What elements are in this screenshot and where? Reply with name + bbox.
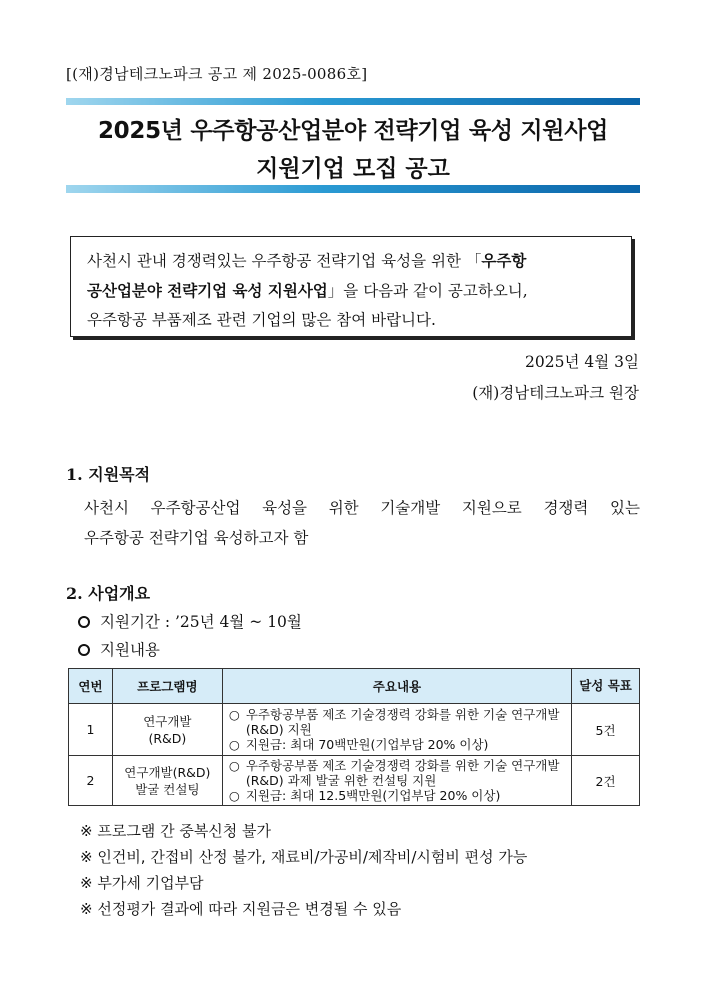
note-item: ※ 인건비, 간접비 산정 불가, 재료비/가공비/제작비/시험비 편성 가능 (80, 848, 528, 866)
cell-content (222, 704, 571, 756)
support-period-text: 지원기간 : ’25년 4월 ~ 10월 (100, 613, 302, 631)
page-title: 2025년 우주항공산업분야 전략기업 육성 지원사업 (97, 118, 609, 144)
content-item (229, 737, 565, 752)
content-item-text: 우주항공부품 제조 기술경쟁력 강화를 위한 기술 연구개발(R&D) 과제 발굴 위한 컨설팅 지원 (245, 758, 560, 788)
section-1-text-line-1: 사천시 우주항공산업 육성을 위한 기술개발 지원으로 경쟁력 있는 (84, 499, 640, 517)
cell-no: 1 (69, 704, 113, 756)
content-item-text: 지원금: 최대 70백만원(기업부담 20% 이상) (245, 737, 489, 752)
content-item (229, 758, 565, 788)
table-row (69, 756, 640, 806)
cell-program: 연구개발(R&D) 발굴 컨설팅 (112, 756, 222, 806)
circle-bullet-icon: ○ (228, 707, 240, 722)
circle-bullet-icon (78, 644, 90, 656)
note-item: ※ 프로그램 간 중복신청 불가 (80, 822, 272, 840)
cell-target: 2건 (572, 756, 640, 806)
circle-bullet-icon: ○ (228, 758, 240, 773)
notice-number: [(재)경남테크노파크 공고 제 2025-0086호] (66, 65, 368, 83)
note-item: ※ 부가세 기업부담 (80, 874, 204, 892)
intro-line-2 (87, 276, 619, 306)
intro-emphasis: 공산업분야 전략기업 육성 지원사업 (87, 281, 328, 300)
intro-text: 사천시 관내 경쟁력있는 우주항공 전략기업 육성을 위한 「 (87, 252, 482, 270)
title-bar-bottom (66, 185, 640, 193)
note-item: ※ 선정평가 결과에 따라 지원금은 변경될 수 있음 (80, 900, 402, 918)
page-subtitle: 지원기업 모집 공고 (256, 156, 450, 182)
title-bar-top (66, 98, 640, 105)
content-item (229, 788, 565, 803)
circle-bullet-icon: ○ (228, 788, 240, 803)
content-item (229, 707, 565, 737)
content-item-text: 지원금: 최대 12.5백만원(기업부담 20% 이상) (245, 788, 501, 803)
program-table (68, 668, 640, 806)
circle-bullet-icon: ○ (228, 737, 240, 752)
section-1-heading: 1. 지원목적 (66, 465, 151, 484)
intro-line-3: 우주항공 부품제조 관련 기업의 많은 참여 바랍니다. (87, 311, 436, 329)
intro-line-1 (87, 246, 619, 276)
content-item-text: 우주항공부품 제조 기술경쟁력 강화를 위한 기술 연구개발(R&D) 지원 (245, 707, 560, 737)
col-header-content: 주요내용 (222, 669, 571, 704)
col-header-target (572, 669, 640, 704)
notes-list (80, 818, 527, 922)
notice-date: 2025년 4월 3일 (525, 353, 639, 371)
table-row (69, 704, 640, 756)
cell-target: 5건 (572, 704, 640, 756)
section-2-heading: 2. 사업개요 (66, 584, 151, 603)
intro-text: 」을 다음과 같이 공고하오니, (327, 282, 528, 300)
circle-bullet-icon (78, 616, 90, 628)
col-header-target-text: 달성 목표 (579, 678, 632, 693)
cell-no: 2 (69, 756, 113, 806)
issuing-organization: (재)경남테크노파크 원장 (472, 384, 639, 402)
cell-content (222, 756, 571, 806)
intro-emphasis: 우주항 (481, 251, 527, 270)
col-header-program: 프로그램명 (112, 669, 222, 704)
support-period (78, 610, 302, 632)
table-header-row (69, 669, 640, 704)
cell-program: 연구개발 (R&D) (112, 704, 222, 756)
section-1-text-line-2: 우주항공 전략기업 육성하고자 함 (84, 529, 309, 547)
support-content-text: 지원내용 (100, 641, 160, 659)
intro-box (70, 236, 632, 337)
col-header-no: 연번 (69, 669, 113, 704)
support-content-label (78, 638, 160, 660)
